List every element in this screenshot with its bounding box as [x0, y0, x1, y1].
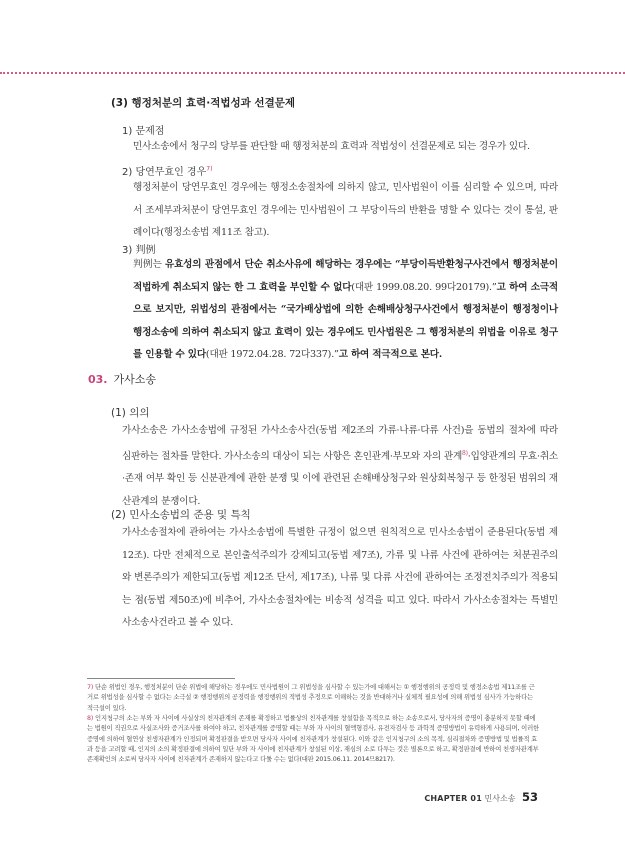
page-footer	[424, 790, 538, 804]
footnote-rule	[87, 678, 235, 679]
precedent-lead: 判例는	[133, 259, 165, 270]
subsection-text-meaning	[122, 420, 558, 513]
footnote-8-number: 8)	[87, 715, 94, 722]
chapter-number: 03.	[88, 373, 108, 386]
section-heading: (3) 행정처분의 효력·적법성과 선결문제	[111, 97, 296, 109]
footnote-7-text: 단순 위법인 경우, 행정처분이 단순 위법에 해당하는 경우에도 민사법원이 그 위법성을 심사할 수 있는가에 대해서는 ① 행정행위의 공정력 및 행정소송법 제11조를 근거로 위법성을 심사할 수 없다는 소극설 ② 행정행위의 공정력을 행정행위의 적법성 추정으로 이해하는 것을 반대하거나 실체적 필요성에 의해 위법성 심사가 가능하다는 적극설이 있다.	[87, 684, 535, 712]
footnote-8	[87, 714, 539, 765]
footnote-7	[87, 683, 539, 714]
page-number: 53	[521, 790, 538, 804]
item-heading-issue: 1) 문제점	[122, 126, 165, 137]
precedent-bold-2: 위법성의 관점에서는 “국가배상법에 의한 손해배상청구사건에서 행정처분이 행정청이나 행정소송에 의하여 취소되지 않고 효력이 있는 경우에도 민사법원은 그 행정처분의 위법을 이유로 청구를 인용할 수 있다	[133, 304, 558, 360]
precedent-tail: 고 하여 적극적으로 본다.	[338, 349, 442, 360]
precedent-bold-1: 유효성의 관점에서 단순 취소사유에 해당하는 경우에는 “부당이득반환청구사건에서 행정처분이 적법하게 취소되지 않는 한 그 효력을 부인할 수 없다	[133, 259, 558, 293]
top-dotted-rule	[0, 72, 625, 74]
footer-chapter-label: CHAPTER 01	[424, 794, 482, 803]
meaning-text-a: 가사소송은 가사소송법에 규정된 가사소송사건(동법 제2조의 가류·나류·다류 사건)을 동법의 절차에 따라 심판하는 절차를 말한다. 가사소송의 대상이 되는 사항은 혼인관계·부모와 자의 관계	[122, 425, 558, 462]
precedent-mid-2: 고 하여 소극적으로 보지만,	[133, 281, 558, 315]
footnote-7-number: 7)	[87, 684, 94, 691]
item-text-precedent	[133, 254, 558, 367]
item-heading-void	[122, 163, 212, 178]
subsection-heading-meaning: (1) 의의	[111, 407, 150, 419]
footnote-8-text: 인지청구의 소는 부와 자 사이에 사실상의 친자관계의 존재를 확정하고 법률상의 친자관계를 창설함을 목적으로 하는 소송으로서, 당사자의 증명이 충분하지 못할 때에는 법원이 직권으로 사실조사와 증거조사를 하여야 하고, 친자관계를 증명할 때는 부와 자 사이의 혈액형검사, 유전자검사 등 과학적 증명방법이 유력하게 사용되며, 이러한 증명에 의하여 혈연상 친생자관계가 인정되며 확정판결을 받으면 당사자 사이에 친자관계가 창설된다. 이와 같은 인지청구의 소의 목적, 심리절차와 증명방법 및 법률적 효과 등을 고려할 때, 인지의 소의 확정판결에 의하여 일단 부와 자 사이에 친자관계가 창설된 이상, 재심의 소로 다투는 것은 별론으로 하고, 확정판결에 반하여 친생자관계부존재확인의 소로써 당사자 사이에 친자관계가 존재하지 않는다고 다툴 수는 없다(대판 2015.06.11. 2014므8217).	[87, 715, 539, 764]
item-heading-precedent: 3) 判例	[122, 245, 156, 256]
subsection-text-application: 가사소송절차에 관하여는 가사소송법에 특별한 규정이 없으면 원칙적으로 민사소송법이 준용된다(동법 제12조). 다만 전체적으로 본인출석주의가 강제되고(동법 제7조), 가류 및 나류 사건에 관하여는 처분권주의와 변론주의가 제한되고(동법 제12조 단서, 제17조), 나류 및 다류 사건에 관하여는 조정전치주의가 적용되는 점(동법 제50조)에 비추어, 가사소송절차에는 비송적 성격을 띠고 있다. 따라서 가사소송절차는 특별민사소송사건라고 볼 수 있다.	[122, 527, 558, 628]
chapter-heading	[88, 371, 156, 387]
footnote-ref-8: 8)	[462, 449, 468, 457]
precedent-citation-1: (대판 1999.08.20. 99다20179).”	[351, 281, 497, 293]
item-text-issue: 민사소송에서 청구의 당부를 판단할 때 행정처분의 효력과 적법성이 선결문제로 되는 경우가 있다.	[133, 141, 530, 152]
meaning-text-b: ·입양관계의 무효·취소·존재 여부 확인 등 신분관계에 관한 분쟁 및 이에 관련된 손해배상청구와 원상회복청구 등 한정된 범위의 재산관계의 분쟁이다.	[122, 450, 558, 507]
footnote-ref-7: 7)	[206, 165, 213, 173]
item-heading-void-label: 2) 당연무효인 경우	[122, 167, 207, 178]
chapter-title: 가사소송	[113, 373, 157, 386]
subsection-heading-application: (2) 민사소송법의 준용 및 특칙	[111, 509, 251, 521]
precedent-citation-2: (대판 1972.04.28. 72다337).”	[205, 349, 339, 360]
item-text-void: 행정처분이 당연무효인 경우에는 행정소송절차에 의하지 않고, 민사법원이 이를 심리할 수 있으며, 따라서 조세부과처분이 당연무효인 경우에는 민사법원이 그 부당이득의 반환을 명할 수 있다는 것이 통설, 판례이다(행정소송법 제11조 참고).	[133, 182, 558, 238]
footer-chapter-title: 민사소송	[484, 794, 516, 803]
